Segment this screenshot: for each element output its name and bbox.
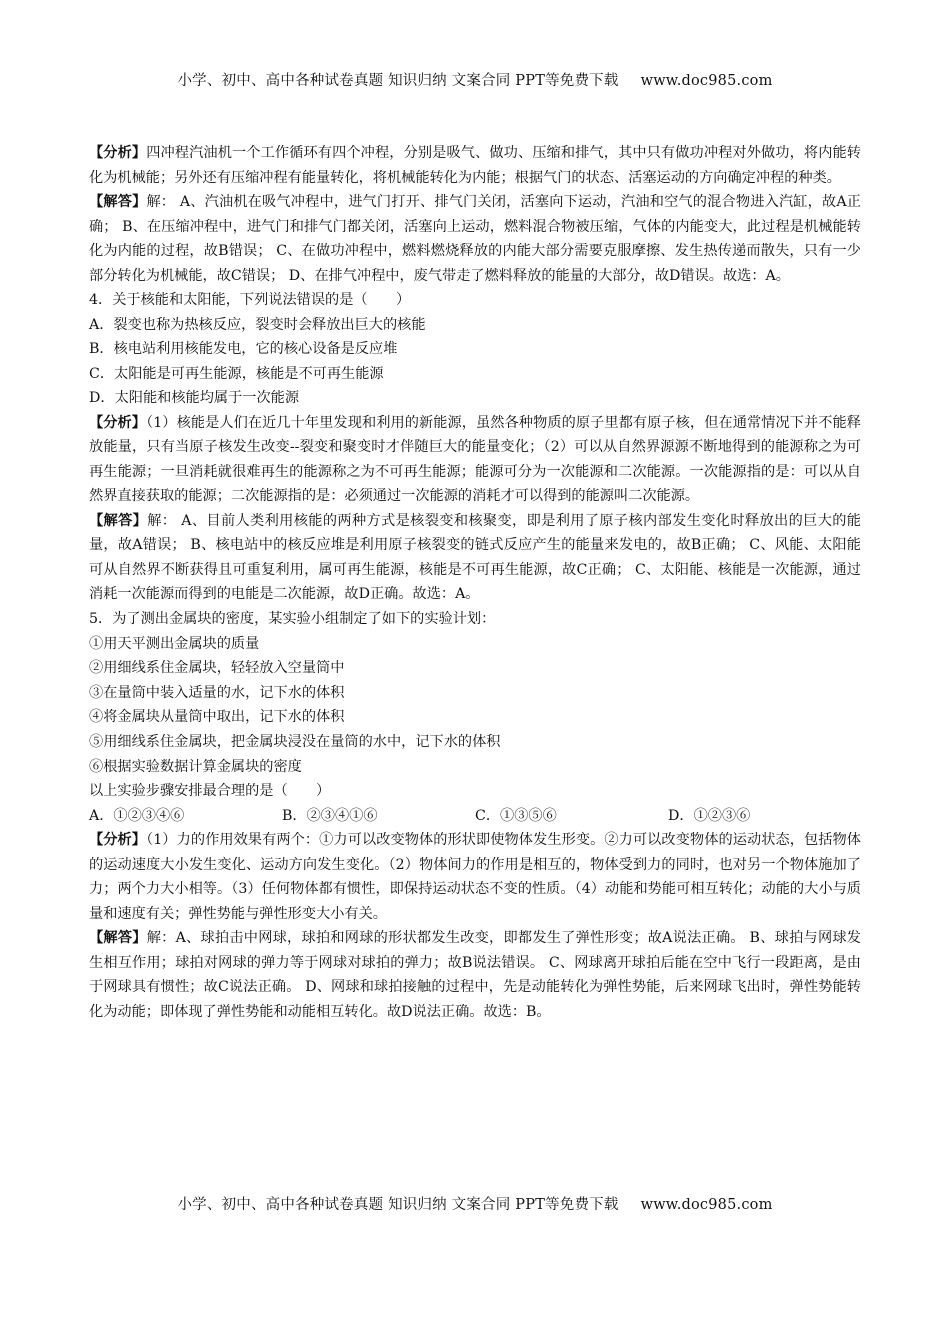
header-text: 小学、初中、高中各种试卷真题 知识归纳 文案合同 PPT等免费下载 [177, 73, 619, 89]
footer-site: www.doc985.com [640, 1197, 773, 1213]
q3-answer-text: 解： A、汽油机在吸气冲程中，进气门打开、排气门关闭，活塞向下运动，汽油和空气的混合物进入汽缸，故A正确； B、在压缩冲程中，进气门和排气门都关闭，活塞向上运动，燃料混合物被压缩，气体的内能变大，此过程是机械能转化为内能的过程，故B错误； C、在做功冲程中，燃料燃烧释放的内能大部分需要克服摩擦、发生热传递而散失，只有一少部分转化为机械能，故C错误； D、在排气冲程中，废气带走了燃料释放的能量的大部分，故D错误。故选：A。 [89, 194, 861, 284]
header-site: www.doc985.com [640, 73, 773, 89]
q5-answer-text: 解：A、球拍击中网球，球拍和网球的形状都发生改变，即都发生了弹性形变；故A说法正确。 B、球拍与网球发生相互作用；球拍对网球的弹力等于网球对球拍的弹力；故B说法错误。 C、网球离开球拍后能在空中飞行一段距离，是由于网球具有惯性；故C说法正确。 D、网球和球拍接触的过程中，先是动能转化为弹性势能，后来网球飞出时，弹性势能转化为动能；即体现了弹性势能和动能相互转化。故D说法正确。故选：B。 [89, 930, 861, 1020]
q5-options [89, 804, 861, 829]
q4-option-a: A．裂变也称为热核反应，裂变时会释放出巨大的核能 [89, 316, 426, 333]
q5-step-6: ⑥根据实验数据计算金属块的密度 [89, 758, 302, 775]
document-body [89, 141, 861, 1024]
q5-option-b: B．②③④①⑥ [282, 807, 378, 824]
q5-step-4: ④将金属块从量筒中取出，记下水的体积 [89, 709, 345, 726]
q4-option-b: B．核电站利用核能发电，它的核心设备是反应堆 [89, 341, 398, 358]
analysis-label: 【分析】 [89, 414, 147, 431]
q5-stem: 5．为了测出金属块的密度，某实验小组制定了如下的实验计划： [89, 610, 496, 627]
q5-option-a: A．①②③④⑥ [89, 807, 185, 824]
q5-analysis [89, 828, 861, 926]
q5-step-3: ③在量筒中装入适量的水，记下水的体积 [89, 684, 345, 701]
q5-step-5: ⑤用细线系住金属块，把金属块浸没在量筒的水中，记下水的体积 [89, 733, 501, 750]
q3-answer [89, 190, 861, 288]
page-header [0, 69, 950, 90]
q4-analysis-text: （1）核能是人们在近几十年里发现和利用的新能源，虽然各种物质的原子里都有原子核，但在通常情况下并不能释放能量，只有当原子核发生改变--裂变和聚变时才伴随巨大的能量变化；（2）可以从自然界源源不断地得到的能源称之为可再生能源；一旦消耗就很难再生的能源称之为不可再生能源；能源可分为一次能源和二次能源。一次能源指的是：可以从自然界直接获取的能源；二次能源指的是：必须通过一次能源的消耗才可以得到的能源叫二次能源。 [89, 414, 861, 505]
q4-option-d: D．太阳能和核能均属于一次能源 [89, 390, 300, 407]
q4-stem: 4．关于核能和太阳能，下列说法错误的是（ ） [89, 292, 411, 308]
q5-question: 以上实验步骤安排最合理的是（ ） [89, 783, 331, 800]
q5-option-c: C．①③⑤⑥ [475, 807, 557, 824]
q4-analysis [89, 411, 861, 509]
q3-analysis-text: 四冲程汽油机一个工作循环有四个冲程，分别是吸气、做功、压缩和排气，其中只有做功冲程对外做功，将内能转化为机械能；另外还有压缩冲程有能量转化，将机械能转化为内能；根据气门的状态、活塞运动的方向确定冲程的种类。 [89, 145, 861, 186]
q5-step-2: ②用细线系住金属块，轻轻放入空量筒中 [89, 660, 345, 677]
q5-step-1: ①用天平测出金属块的质量 [89, 635, 260, 652]
analysis-label: 【分析】 [89, 832, 147, 849]
q5-answer [89, 926, 861, 1024]
answer-label: 【解答】 [89, 194, 147, 210]
q4-answer-text: 解： A、目前人类利用核能的两种方式是核裂变和核聚变，即是利用了原子核内部发生变化时释放出的巨大的能量，故A错误； B、核电站中的核反应堆是利用原子核裂变的链式反应产生的能量来发电的，故B正确； C、风能、太阳能可从自然界不断获得且可重复利用，属可再生能源，核能是不可再生能源，故C正确； C、太阳能、核能是一次能源，通过消耗一次能源而得到的电能是二次能源，故D正确。故选：A。 [89, 512, 861, 603]
q4-option-c: C．太阳能是可再生能源，核能是不可再生能源 [89, 365, 384, 382]
q4-answer [89, 509, 861, 607]
footer-text: 小学、初中、高中各种试卷真题 知识归纳 文案合同 PPT等免费下载 [177, 1197, 619, 1213]
q5-option-d: D．①②③⑥ [668, 807, 751, 824]
q5-analysis-text: （1）力的作用效果有两个：①力可以改变物体的形状即使物体发生形变。②力可以改变物体的运动状态，包括物体的运动速度大小发生变化、运动方向发生变化。（2）物体间力的作用是相互的，物体受到力的同时，也对另一个物体施加了力；两个力大小相等。（3）任何物体都有惯性，即保持运动状态不变的性质。（4）动能和势能可相互转化；动能的大小与质量和速度有关；弹性势能与弹性形变大小有关。 [89, 832, 861, 922]
q3-analysis [89, 141, 861, 190]
page-footer [0, 1193, 950, 1214]
analysis-label: 【分析】 [89, 145, 147, 161]
answer-label: 【解答】 [89, 512, 148, 529]
answer-label: 【解答】 [89, 930, 147, 947]
